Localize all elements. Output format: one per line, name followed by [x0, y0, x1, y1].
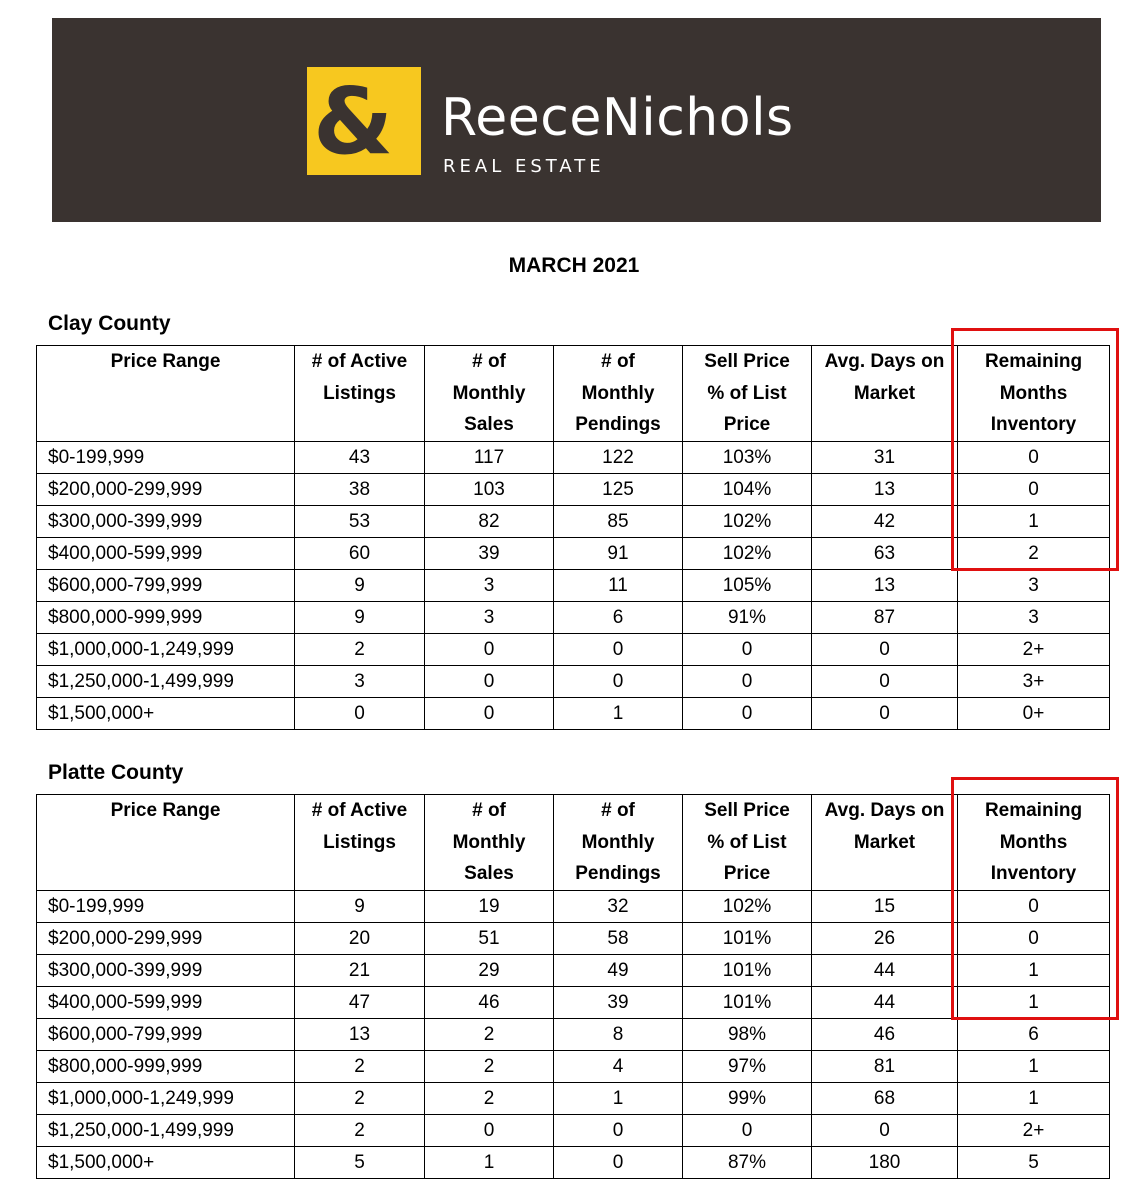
table-header-row [37, 346, 1110, 442]
cell-active-listings: 20 [295, 923, 425, 955]
cell-remaining-inventory: 5 [958, 1147, 1110, 1179]
cell-active-listings: 60 [295, 538, 425, 570]
cell-price-range: $800,000-999,999 [37, 602, 295, 634]
ampersand-logo-icon [307, 67, 421, 175]
cell-price-range: $1,250,000-1,499,999 [37, 1115, 295, 1147]
table-row [37, 474, 1110, 506]
cell-monthly-sales: 0 [425, 698, 554, 730]
header-monthly-sales: # of Monthly Sales [425, 346, 554, 442]
cell-days-on-market: 0 [812, 1115, 958, 1147]
header-days-on-market: Avg. Days on Market [812, 795, 958, 891]
table-row [37, 1115, 1110, 1147]
cell-monthly-sales: 2 [425, 1051, 554, 1083]
cell-monthly-sales: 19 [425, 891, 554, 923]
cell-monthly-pendings: 58 [554, 923, 683, 955]
cell-days-on-market: 13 [812, 570, 958, 602]
cell-remaining-inventory: 0 [958, 474, 1110, 506]
table-row [37, 538, 1110, 570]
cell-remaining-inventory: 3 [958, 602, 1110, 634]
cell-days-on-market: 31 [812, 442, 958, 474]
cell-monthly-pendings: 39 [554, 987, 683, 1019]
cell-sell-price-pct: 101% [683, 923, 812, 955]
cell-remaining-inventory: 0 [958, 442, 1110, 474]
cell-remaining-inventory: 3+ [958, 666, 1110, 698]
cell-active-listings: 2 [295, 1115, 425, 1147]
cell-monthly-sales: 46 [425, 987, 554, 1019]
cell-monthly-pendings: 85 [554, 506, 683, 538]
cell-sell-price-pct: 0 [683, 634, 812, 666]
cell-sell-price-pct: 103% [683, 442, 812, 474]
cell-days-on-market: 46 [812, 1019, 958, 1051]
header-sell-price-pct: Sell Price % of List Price [683, 795, 812, 891]
cell-active-listings: 43 [295, 442, 425, 474]
cell-monthly-pendings: 1 [554, 698, 683, 730]
cell-price-range: $1,500,000+ [37, 698, 295, 730]
cell-active-listings: 9 [295, 602, 425, 634]
cell-days-on-market: 180 [812, 1147, 958, 1179]
cell-price-range: $1,500,000+ [37, 1147, 295, 1179]
platte-county-title: Platte County [48, 761, 184, 784]
table-row [37, 923, 1110, 955]
table-row [37, 891, 1110, 923]
table-row [37, 442, 1110, 474]
cell-monthly-sales: 1 [425, 1147, 554, 1179]
cell-monthly-sales: 0 [425, 634, 554, 666]
cell-monthly-pendings: 49 [554, 955, 683, 987]
cell-remaining-inventory: 0 [958, 923, 1110, 955]
cell-sell-price-pct: 0 [683, 698, 812, 730]
cell-remaining-inventory: 3 [958, 570, 1110, 602]
cell-remaining-inventory: 0 [958, 891, 1110, 923]
table-row [37, 634, 1110, 666]
cell-price-range: $0-199,999 [37, 442, 295, 474]
cell-monthly-sales: 2 [425, 1019, 554, 1051]
cell-monthly-pendings: 125 [554, 474, 683, 506]
header-monthly-sales: # of Monthly Sales [425, 795, 554, 891]
cell-active-listings: 38 [295, 474, 425, 506]
header-remaining-inventory: Remaining Months Inventory [958, 795, 1110, 891]
cell-sell-price-pct: 102% [683, 891, 812, 923]
table-row [37, 666, 1110, 698]
cell-monthly-sales: 51 [425, 923, 554, 955]
logo-mark [307, 67, 421, 175]
cell-remaining-inventory: 1 [958, 987, 1110, 1019]
cell-monthly-sales: 3 [425, 602, 554, 634]
cell-days-on-market: 0 [812, 666, 958, 698]
table-row [37, 1019, 1110, 1051]
cell-sell-price-pct: 105% [683, 570, 812, 602]
cell-active-listings: 13 [295, 1019, 425, 1051]
cell-sell-price-pct: 97% [683, 1051, 812, 1083]
table-row [37, 1147, 1110, 1179]
cell-sell-price-pct: 102% [683, 538, 812, 570]
cell-sell-price-pct: 104% [683, 474, 812, 506]
cell-active-listings: 2 [295, 1083, 425, 1115]
table-header-row [37, 795, 1110, 891]
cell-monthly-pendings: 0 [554, 666, 683, 698]
cell-active-listings: 2 [295, 634, 425, 666]
cell-monthly-pendings: 1 [554, 1083, 683, 1115]
cell-price-range: $0-199,999 [37, 891, 295, 923]
cell-monthly-sales: 117 [425, 442, 554, 474]
cell-monthly-sales: 82 [425, 506, 554, 538]
cell-active-listings: 53 [295, 506, 425, 538]
cell-price-range: $200,000-299,999 [37, 474, 295, 506]
cell-days-on-market: 15 [812, 891, 958, 923]
cell-monthly-pendings: 91 [554, 538, 683, 570]
cell-remaining-inventory: 0+ [958, 698, 1110, 730]
cell-sell-price-pct: 0 [683, 1115, 812, 1147]
cell-days-on-market: 0 [812, 634, 958, 666]
cell-price-range: $300,000-399,999 [37, 506, 295, 538]
cell-monthly-sales: 29 [425, 955, 554, 987]
cell-remaining-inventory: 2+ [958, 1115, 1110, 1147]
cell-price-range: $1,000,000-1,249,999 [37, 634, 295, 666]
cell-monthly-sales: 3 [425, 570, 554, 602]
header-days-on-market: Avg. Days on Market [812, 346, 958, 442]
clay-county-title: Clay County [48, 312, 171, 335]
cell-sell-price-pct: 91% [683, 602, 812, 634]
cell-sell-price-pct: 101% [683, 955, 812, 987]
table-row [37, 570, 1110, 602]
brand-subtitle: REAL ESTATE [443, 156, 605, 177]
cell-price-range: $400,000-599,999 [37, 538, 295, 570]
cell-active-listings: 9 [295, 570, 425, 602]
clay-county-table [36, 345, 1110, 730]
cell-monthly-pendings: 8 [554, 1019, 683, 1051]
cell-days-on-market: 44 [812, 987, 958, 1019]
header-price-range: Price Range [37, 795, 295, 891]
cell-price-range: $1,000,000-1,249,999 [37, 1083, 295, 1115]
header-active-listings: # of Active Listings [295, 346, 425, 442]
cell-sell-price-pct: 99% [683, 1083, 812, 1115]
cell-monthly-pendings: 4 [554, 1051, 683, 1083]
cell-monthly-sales: 0 [425, 666, 554, 698]
table-row [37, 1051, 1110, 1083]
table-row [37, 987, 1110, 1019]
table-row [37, 1083, 1110, 1115]
cell-sell-price-pct: 101% [683, 987, 812, 1019]
cell-price-range: $600,000-799,999 [37, 570, 295, 602]
cell-monthly-sales: 39 [425, 538, 554, 570]
cell-active-listings: 2 [295, 1051, 425, 1083]
header-monthly-pendings: # of Monthly Pendings [554, 795, 683, 891]
inventory-highlight-box [951, 328, 1119, 571]
cell-active-listings: 21 [295, 955, 425, 987]
cell-price-range: $1,250,000-1,499,999 [37, 666, 295, 698]
cell-monthly-sales: 0 [425, 1115, 554, 1147]
platte-county-table [36, 794, 1110, 1179]
cell-remaining-inventory: 2+ [958, 634, 1110, 666]
cell-days-on-market: 44 [812, 955, 958, 987]
cell-active-listings: 0 [295, 698, 425, 730]
table-row [37, 506, 1110, 538]
brand-name: ReeceNichols [441, 88, 794, 148]
cell-days-on-market: 87 [812, 602, 958, 634]
cell-monthly-sales: 103 [425, 474, 554, 506]
cell-remaining-inventory: 1 [958, 1051, 1110, 1083]
cell-monthly-pendings: 6 [554, 602, 683, 634]
cell-days-on-market: 42 [812, 506, 958, 538]
cell-remaining-inventory: 2 [958, 538, 1110, 570]
cell-sell-price-pct: 0 [683, 666, 812, 698]
header-monthly-pendings: # of Monthly Pendings [554, 346, 683, 442]
cell-monthly-pendings: 0 [554, 634, 683, 666]
cell-monthly-sales: 2 [425, 1083, 554, 1115]
inventory-highlight-box [951, 777, 1119, 1020]
cell-remaining-inventory: 1 [958, 506, 1110, 538]
header-sell-price-pct: Sell Price % of List Price [683, 346, 812, 442]
cell-price-range: $300,000-399,999 [37, 955, 295, 987]
cell-price-range: $200,000-299,999 [37, 923, 295, 955]
cell-monthly-pendings: 0 [554, 1147, 683, 1179]
cell-active-listings: 9 [295, 891, 425, 923]
cell-active-listings: 3 [295, 666, 425, 698]
cell-days-on-market: 81 [812, 1051, 958, 1083]
svg-text:&: & [313, 68, 394, 175]
cell-active-listings: 47 [295, 987, 425, 1019]
cell-price-range: $600,000-799,999 [37, 1019, 295, 1051]
header-active-listings: # of Active Listings [295, 795, 425, 891]
cell-days-on-market: 13 [812, 474, 958, 506]
cell-sell-price-pct: 87% [683, 1147, 812, 1179]
cell-monthly-pendings: 32 [554, 891, 683, 923]
cell-remaining-inventory: 1 [958, 1083, 1110, 1115]
cell-price-range: $400,000-599,999 [37, 987, 295, 1019]
cell-days-on-market: 63 [812, 538, 958, 570]
header-price-range: Price Range [37, 346, 295, 442]
cell-remaining-inventory: 6 [958, 1019, 1110, 1051]
cell-monthly-pendings: 11 [554, 570, 683, 602]
cell-sell-price-pct: 98% [683, 1019, 812, 1051]
report-title: MARCH 2021 [508, 254, 640, 277]
cell-monthly-pendings: 0 [554, 1115, 683, 1147]
table-row [37, 955, 1110, 987]
cell-remaining-inventory: 1 [958, 955, 1110, 987]
cell-sell-price-pct: 102% [683, 506, 812, 538]
cell-active-listings: 5 [295, 1147, 425, 1179]
table-row [37, 698, 1110, 730]
cell-monthly-pendings: 122 [554, 442, 683, 474]
table-row [37, 602, 1110, 634]
cell-days-on-market: 26 [812, 923, 958, 955]
header-remaining-inventory: Remaining Months Inventory [958, 346, 1110, 442]
cell-days-on-market: 68 [812, 1083, 958, 1115]
cell-price-range: $800,000-999,999 [37, 1051, 295, 1083]
cell-days-on-market: 0 [812, 698, 958, 730]
